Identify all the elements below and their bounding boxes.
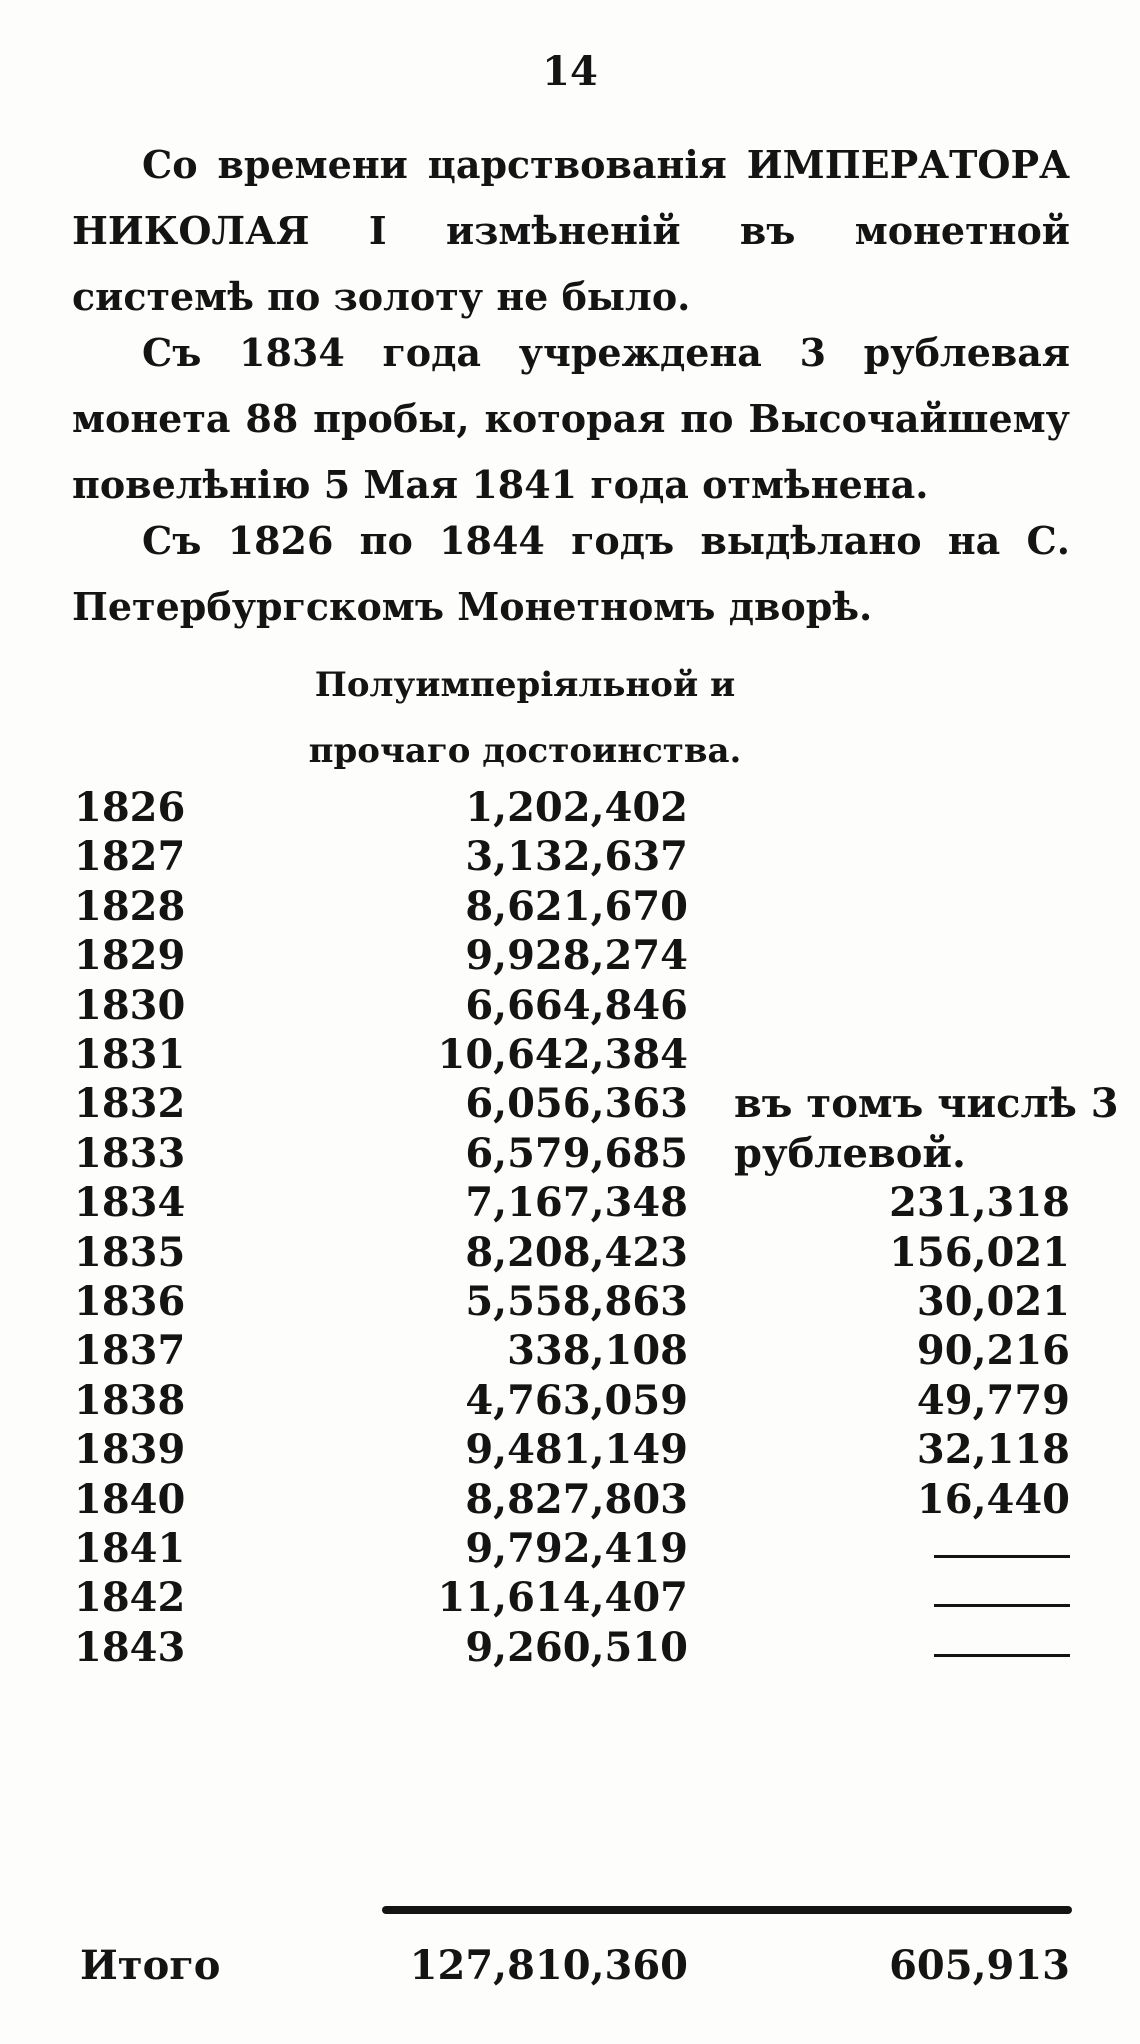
three-ruble-cell: 30,021 (916, 1278, 1070, 1325)
value-cell: 8,827,803 (465, 1475, 688, 1523)
three-ruble-cell: 90,216 (916, 1327, 1070, 1375)
table-row (0, 1618, 1140, 1682)
value-cell: 9,260,510 (465, 1623, 688, 1671)
value-cell: 8,208,423 (465, 1228, 688, 1276)
year-cell: 1833 (74, 1129, 186, 1177)
value-cell: 6,056,363 (465, 1080, 688, 1128)
value-cell: 338,108 (507, 1327, 688, 1375)
page-number: 14 (542, 48, 598, 95)
year-cell: 1842 (74, 1574, 186, 1622)
paragraph-gold-system: Со времени царствованія ИМПЕРАТОРА НИКОЛАЯ I измѣненій въ монетной системѣ по золоту не было. (72, 142, 1070, 319)
paragraph-mint-output: Съ 1826 по 1844 годъ выдѣлано на С. Петербургскомъ Монетномъ дворѣ. (72, 518, 1070, 629)
year-cell: 1843 (74, 1623, 186, 1671)
value-cell: 6,579,685 (465, 1129, 688, 1177)
column-heading: Полуимперіяльной и прочаго достоинства. (308, 665, 742, 771)
value-cell: 5,558,863 (465, 1278, 688, 1325)
value-cell: 6,664,846 (465, 981, 688, 1029)
value-cell: 9,928,274 (465, 932, 688, 980)
three-ruble-cell: 32,118 (916, 1426, 1070, 1474)
year-cell: 1834 (74, 1179, 186, 1227)
three-ruble-cell: 156,021 (889, 1228, 1070, 1276)
year-cell: 1837 (74, 1327, 186, 1375)
value-cell: 10,642,384 (437, 1031, 688, 1078)
year-cell: 1840 (74, 1475, 186, 1523)
year-cell: 1839 (74, 1426, 186, 1474)
three-ruble-cell: 16,440 (916, 1475, 1070, 1523)
year-cell: 1835 (74, 1228, 186, 1276)
dash-cell (934, 1654, 1070, 1657)
value-cell: 7,167,348 (465, 1179, 688, 1227)
total-value: 127,810,360 (409, 1942, 688, 1989)
year-cell: 1838 (74, 1376, 186, 1424)
value-cell: 9,481,149 (465, 1426, 688, 1474)
year-cell: 1832 (74, 1080, 186, 1128)
year-cell: 1830 (74, 981, 186, 1029)
total-three-ruble: 605,913 (889, 1942, 1070, 1989)
total-label: Итого (80, 1942, 221, 1989)
three-ruble-cell: 49,779 (916, 1376, 1070, 1424)
year-cell: 1841 (74, 1525, 186, 1572)
year-cell: 1828 (74, 882, 186, 930)
value-cell: 11,614,407 (437, 1574, 688, 1622)
paragraph-three-ruble-coin: Съ 1834 года учреждена 3 рублевая монета 88 пробы, которая по Высочайшему повелѣнію 5 Мая 1841 года отмѣнена. (72, 330, 1070, 507)
value-cell: 9,792,419 (465, 1525, 688, 1572)
dash-cell (934, 1604, 1070, 1607)
total-row (0, 1936, 1140, 2000)
year-cell: 1829 (74, 932, 186, 980)
three-ruble-cell: 231,318 (889, 1179, 1070, 1227)
year-cell: 1826 (74, 784, 186, 831)
total-rule (382, 1906, 1072, 1914)
value-cell: 3,132,637 (465, 833, 688, 881)
year-cell: 1836 (74, 1278, 186, 1325)
dash-cell (934, 1555, 1070, 1558)
value-cell: 4,763,059 (465, 1376, 688, 1424)
value-cell: 1,202,402 (465, 784, 688, 831)
note-cell: въ томъ числѣ 3 (734, 1080, 1119, 1128)
value-cell: 8,621,670 (465, 882, 688, 930)
note-cell: рублевой. (734, 1129, 966, 1177)
year-cell: 1831 (74, 1031, 186, 1078)
year-cell: 1827 (74, 833, 186, 881)
